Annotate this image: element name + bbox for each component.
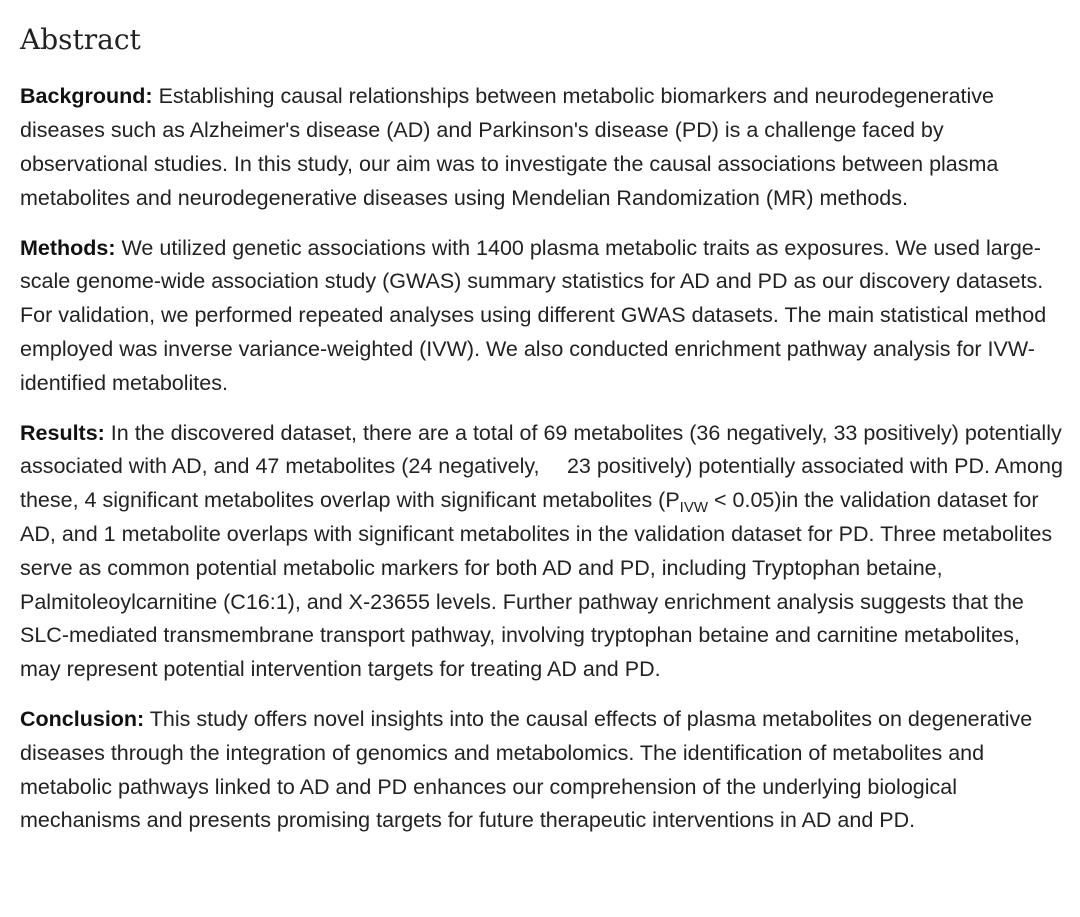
methods-text: We utilized genetic associations with 1400 plasma metabolic traits as exposures. We used large-scale genome-wide association study (GWAS) summary statistics for AD and PD as our discovery datasets. For validation, we performed repeated analyses using different GWAS datasets. The main statistical method employed was inverse variance-weighted (IVW). We also conducted enrichment pathway analysis for IVW-identified metabolites. [20, 235, 1047, 395]
abstract-heading: Abstract [20, 23, 141, 56]
background-paragraph [20, 80, 1065, 215]
results-label: Results: [20, 420, 105, 445]
methods-label: Methods: [20, 235, 116, 260]
results-paragraph [20, 417, 1065, 687]
results-text-part1: In the discovered dataset, there are a total of 69 metabolites (36 negatively, 33 positively) potentially associated with AD, and 47 metabolites (24 negatively, 23 positively) potentially associated with PD. Among these, 4 significant metabolites overlap with significant metabolites (P [20, 420, 1063, 513]
conclusion-text: This study offers novel insights into the causal effects of plasma metabolites on degenerative diseases through the integration of genomics and metabolomics. The identification of metabolites and metabolic pathways linked to AD and PD enhances our comprehension of the underlying biological mechanisms and presents promising targets for future therapeutic interventions in AD and PD. [20, 706, 1033, 833]
conclusion-label: Conclusion: [20, 706, 145, 731]
results-text-part2: < 0.05)in the validation dataset for AD, and 1 metabolite overlaps with significant metabolites in the validation dataset for PD. Three metabolites serve as common potential metabolic markers for both AD and PD, including Tryptophan betaine, Palmitoleoylcarnitine (C16:1), and X-23655 levels. Further pathway enrichment analysis suggests that the SLC-mediated transmembrane transport pathway, involving tryptophan betaine and carnitine metabolites, may represent potential intervention targets for treating AD and PD. [20, 488, 1053, 682]
results-subscript: IVW [679, 499, 709, 517]
background-text: Establishing causal relationships between metabolic biomarkers and neurodegenerative diseases such as Alzheimer's disease (AD) and Parkinson's disease (PD) is a challenge faced by observational studies. In this study, our aim was to investigate the causal associations between plasma metabolites and neurodegenerative diseases using Mendelian Randomization (MR) methods. [20, 84, 999, 210]
background-label: Background: [20, 84, 153, 109]
methods-paragraph [20, 232, 1065, 401]
abstract-section [20, 22, 1065, 854]
conclusion-paragraph [20, 703, 1065, 838]
